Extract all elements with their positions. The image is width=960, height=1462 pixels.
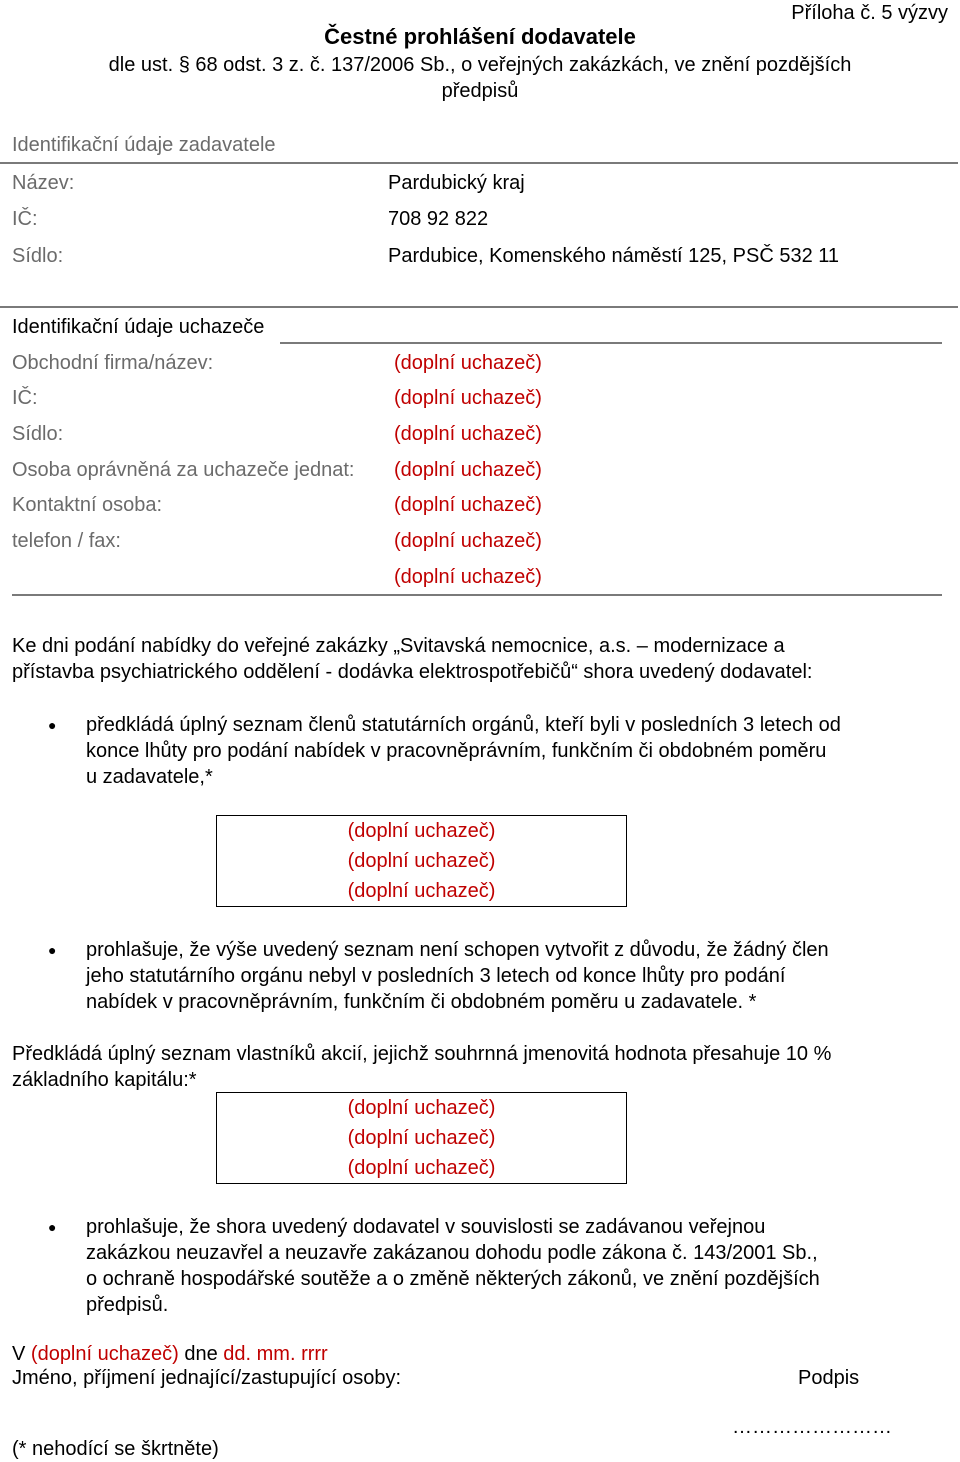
- authority-seat-label: Sídlo:: [12, 245, 64, 267]
- document-subtitle-line1: dle ust. § 68 odst. 3 z. č. 137/2006 Sb., o veřejných zakázkách, ve znění pozdějších: [108, 54, 852, 76]
- authority-name-label: Název:: [12, 172, 75, 194]
- intro-line1: Ke dni podání nabídky do veřejné zakázky „Svitavská nemocnice, a.s. – modernizace a: [12, 635, 785, 657]
- signature-line[interactable]: ……………………: [732, 1416, 892, 1438]
- authority-heading: Identifikační údaje zadavatele: [12, 134, 276, 156]
- bidder-field-contact[interactable]: (doplní uchazeč): [394, 494, 542, 516]
- bullet-2-line3: nabídek v pracovněprávním, funkčním či obdobném poměru u zadavatele. *: [86, 991, 757, 1013]
- bullet-1-line2: konce lhůty pro podání nabídek v pracovněprávním, funkčním či obdobném poměru: [86, 740, 827, 762]
- statutory-members-box: [216, 815, 627, 907]
- bullet-1-line1: předkládá úplný seznam členů statutárních orgánů, kteří byli v posledních 3 letech od: [86, 714, 841, 736]
- authority-ico-value: 708 92 822: [388, 208, 489, 230]
- document-subtitle-line2: předpisů: [441, 80, 519, 102]
- bullet-2-line1: prohlašuje, že výše uvedený seznam není schopen vytvořit z důvodu, že žádný člen: [86, 939, 829, 961]
- authority-name-value: Pardubický kraj: [388, 172, 525, 194]
- bidder-bottom-rule: [12, 594, 942, 596]
- bidder-field-name[interactable]: (doplní uchazeč): [394, 352, 542, 374]
- bidder-heading: Identifikační údaje uchazeče: [12, 316, 265, 338]
- authority-seat-value: Pardubice, Komenského náměstí 125, PSČ 532 11: [388, 245, 840, 267]
- authority-ico-label: IČ:: [12, 208, 38, 230]
- document-title: Čestné prohlášení dodavatele: [324, 24, 636, 49]
- bidder-label-contact: Kontaktní osoba:: [12, 494, 163, 516]
- bullet-3-line4: předpisů.: [86, 1294, 169, 1316]
- date-field[interactable]: dd. mm. rrrr: [223, 1343, 328, 1365]
- bullet-2-line2: jeho statutárního orgánu nebyl v posledních 3 letech od konce lhůty pro podání: [86, 965, 786, 987]
- attachment-label: Příloha č. 5 výzvy: [791, 2, 948, 24]
- statutory-member-field-3[interactable]: (doplní uchazeč): [347, 880, 496, 902]
- statutory-member-field-1[interactable]: (doplní uchazeč): [347, 820, 496, 842]
- intro-line2: přístavba psychiatrického oddělení - dodávka elektrospotřebičů“ shora uvedený dodavatel:: [12, 661, 813, 683]
- shareholders-line1: Předkládá úplný seznam vlastníků akcií, jejichž souhrnná jmenovitá hodnota přesahuje 10 %: [12, 1043, 832, 1065]
- authority-divider: [0, 162, 958, 164]
- bullet-3-line1: prohlašuje, že shora uvedený dodavatel v souvislosti se zadávanou veřejnou: [86, 1216, 766, 1238]
- signatory-name-label: Jméno, příjmení jednající/zastupující osoby:: [12, 1367, 402, 1389]
- bidder-label-authorized: Osoba oprávněná za uchazeče jednat:: [12, 459, 355, 481]
- bidder-top-divider: [0, 306, 958, 308]
- bidder-label-phone: telefon / fax:: [12, 530, 121, 552]
- statutory-member-field-2[interactable]: (doplní uchazeč): [347, 850, 496, 872]
- signature-label: Podpis: [798, 1367, 860, 1389]
- bidder-field-authorized[interactable]: (doplní uchazeč): [394, 459, 542, 481]
- bidder-field-ico[interactable]: (doplní uchazeč): [394, 387, 542, 409]
- place-date-line: [12, 1341, 328, 1367]
- shareholder-field-1[interactable]: (doplní uchazeč): [347, 1097, 496, 1119]
- bullet-3-line3: o ochraně hospodářské soutěže a o změně některých zákonů, ve znění pozdějších: [86, 1268, 820, 1290]
- shareholder-field-3[interactable]: (doplní uchazeč): [347, 1157, 496, 1179]
- date-prefix: dne: [184, 1343, 218, 1365]
- bullet-3-marker: ●: [48, 1219, 57, 1235]
- bullet-3-line2: zakázkou neuzavřel a neuzavře zakázanou dohodu podle zákona č. 143/2001 Sb.,: [86, 1242, 818, 1264]
- bidder-field-seat[interactable]: (doplní uchazeč): [394, 423, 542, 445]
- bidder-field-phone[interactable]: (doplní uchazeč): [394, 530, 542, 552]
- shareholders-box: [216, 1092, 627, 1184]
- footnote: (* nehodící se škrtněte): [12, 1438, 219, 1460]
- place-prefix: V: [12, 1343, 26, 1365]
- place-field[interactable]: (doplní uchazeč): [30, 1343, 179, 1365]
- bidder-heading-rule: [280, 342, 942, 344]
- shareholders-line2: základního kapitálu:*: [12, 1069, 197, 1091]
- shareholder-field-2[interactable]: (doplní uchazeč): [347, 1127, 496, 1149]
- bidder-label-ico: IČ:: [12, 387, 38, 409]
- bidder-field-fax[interactable]: (doplní uchazeč): [394, 566, 542, 588]
- bidder-label-name: Obchodní firma/název:: [12, 352, 214, 374]
- bullet-2-marker: ●: [48, 942, 57, 958]
- bidder-label-seat: Sídlo:: [12, 423, 64, 445]
- bullet-1-marker: ●: [48, 717, 57, 733]
- bullet-1-line3: u zadavatele,*: [86, 766, 213, 788]
